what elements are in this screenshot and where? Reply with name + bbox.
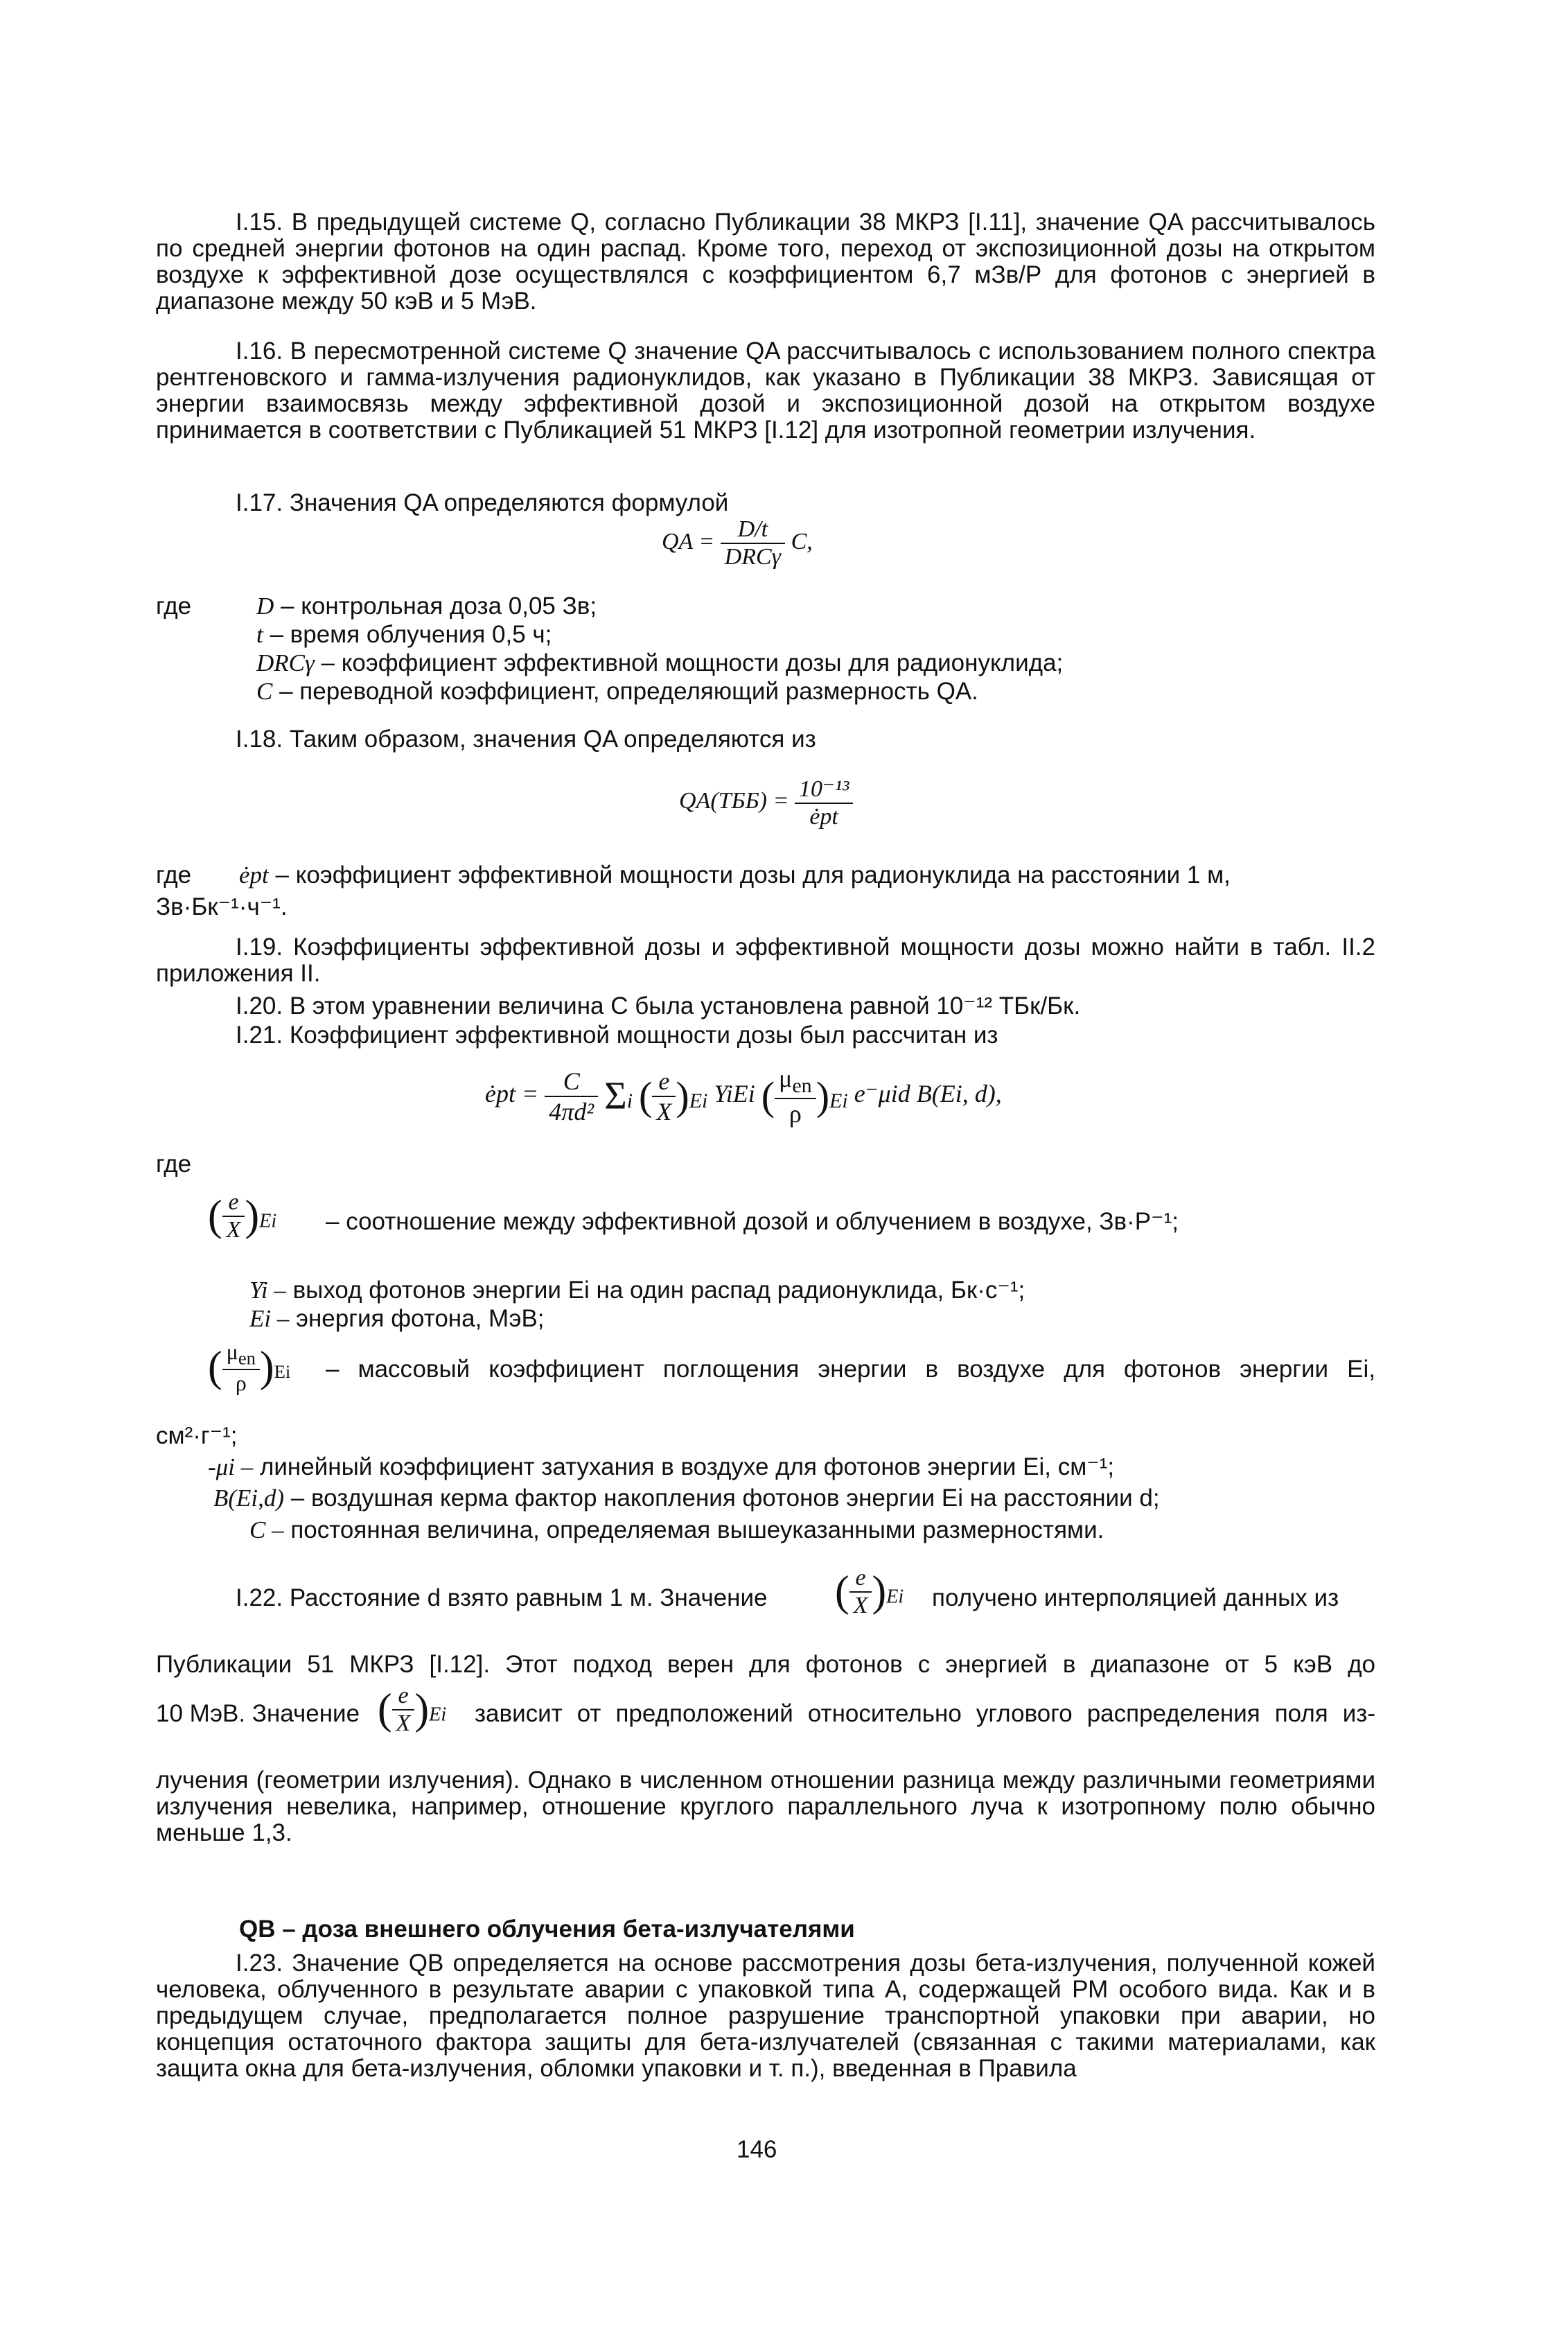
definition-symbol: Ei – bbox=[249, 1305, 290, 1332]
definition-text: энергия фотона, МэВ; bbox=[296, 1305, 545, 1332]
definition-item bbox=[213, 1485, 1160, 1512]
paragraph-I22-line: Публикации 51 МКРЗ [I.12]. Этот подход верен для фотонов с энергией в диапазоне от 5 кэВ до bbox=[156, 1651, 1375, 1678]
formula-fraction bbox=[545, 1067, 598, 1126]
definition-text: – контрольная доза 0,05 Зв; bbox=[281, 593, 597, 620]
paragraph-I18: I.18. Таким образом, значения QA определяются из bbox=[236, 726, 816, 753]
formula-ept: ėpt = $\frac{C}{\text{4πd²}}$ $\Sigma_i$ ( $\frac{e}{X}$ )$_{Ei}$ YiEi ( $\frac{\mu_{en}}{\rho}$ )$_{Ei}$ e⁻μid B(Ei, d), bbox=[485, 1065, 1002, 1128]
mu-over-rho: $\frac{\mu_{en}}{\rho}$ bbox=[775, 1064, 816, 1128]
definition-text: – воздушная керма фактор накопления фотонов энергии Ei на расстоянии d; bbox=[290, 1485, 1160, 1512]
definition-symbol: C – bbox=[249, 1516, 284, 1543]
definition-item bbox=[249, 1517, 1104, 1543]
section-heading: QB – доза внешнего облучения бета-излучателями bbox=[239, 1916, 855, 1943]
paragraph-I17: I.17. Значения QA определяются формулой bbox=[236, 489, 729, 516]
definition-text: – соотношение между эффективной дозой и облучением в воздухе, Зв·Р⁻¹; bbox=[326, 1208, 1179, 1235]
paren-open: ( bbox=[761, 1074, 775, 1119]
definition-item bbox=[256, 622, 552, 648]
definition-symbol: ėpt bbox=[239, 861, 269, 888]
formula-fraction bbox=[795, 775, 853, 830]
paren-close: ) bbox=[816, 1074, 830, 1119]
definition-item bbox=[239, 862, 1375, 888]
formula-lhs: ėpt = bbox=[485, 1079, 539, 1108]
formula-tail: e⁻μid B(Ei, d), bbox=[854, 1079, 1002, 1108]
formula-fraction bbox=[721, 516, 785, 570]
fraction-denominator: DRCγ bbox=[724, 544, 782, 570]
fraction-numerator: D/t bbox=[721, 516, 785, 544]
definition-item bbox=[256, 593, 597, 620]
formula-QA bbox=[662, 516, 813, 570]
definition-symbol: C bbox=[256, 678, 273, 705]
formula-tail: C, bbox=[791, 528, 813, 554]
page-number: 146 bbox=[737, 2136, 777, 2163]
paragraph-I19: I.19. Коэффициенты эффективной дозы и эффективной мощности дозы можно найти в табл. II.2 приложения II. bbox=[156, 934, 1375, 987]
paragraph-I21: I.21. Коэффициент эффективной мощности дозы был рассчитан из bbox=[236, 1022, 998, 1049]
symbol-e-over-X: ( $\frac{e}{X}$ )$_{Ei}$ bbox=[835, 1565, 904, 1618]
definition-text: – коэффициент эффективной мощности дозы для радионуклида; bbox=[321, 649, 1064, 676]
paragraph-I22-line: зависит от предположений относительно углового распределения поля из- bbox=[475, 1700, 1375, 1727]
symbol-e-over-X: ( $\frac{e}{X}$ )$_{Ei}$ bbox=[378, 1683, 447, 1736]
where-label: где bbox=[156, 593, 192, 620]
fraction-numerator: 10⁻¹³ bbox=[795, 775, 853, 804]
paren-close: ) bbox=[676, 1074, 689, 1119]
definition-item bbox=[256, 679, 978, 705]
fraction-denominator: 4πd² bbox=[549, 1097, 594, 1126]
paragraph-I15: I.15. В предыдущей системе Q, согласно Публикации 38 МКРЗ [I.11], значение QA рассчитывалось по средней энергии фотонов на один распад. Кроме того, переход от экспозиционной дозы на открытом воздухе к эффективной дозе осуществлялся с коэффициентом 6,7 мЗв/Р для фотонов с энергией в диапазоне между 50 кэВ и 5 МэВ. bbox=[156, 209, 1375, 315]
definition-symbol: -μi – bbox=[208, 1453, 254, 1480]
definition-symbol: t bbox=[256, 621, 263, 648]
paragraph-I22-cont: получено интерполяцией данных из bbox=[932, 1584, 1339, 1611]
paragraph-I22-line: 10 МэВ. Значение bbox=[156, 1700, 360, 1727]
where-label: где bbox=[156, 1150, 192, 1178]
definition-item bbox=[249, 1277, 1025, 1304]
sum-symbol: Σ bbox=[604, 1074, 627, 1118]
definition-text: – массовый коэффициент поглощения энергии в воздухе для фотонов энергии Ei, bbox=[326, 1356, 1375, 1383]
symbol-e-over-X: ( $\frac{e}{X}$ )$_{Ei}$ bbox=[208, 1189, 277, 1243]
formula-lhs: QA(ТББ) = bbox=[679, 787, 789, 814]
paragraph-I16: I.16. В пересмотренной системе Q значение QA рассчитывалось с использованием полного спектра рентгеновского и гамма-излучения радионуклидов, как указано в Публикации 38 МКРЗ. Зависящая от энергии взаимосвязь между эффективной дозой и экспозиционной дозой на открытом воздухе принимается в соответствии с Публикацией 51 МКРЗ [I.12] для изотропной геометрии излучения. bbox=[156, 338, 1375, 444]
definition-text: выход фотонов энергии Ei на один распад радионуклида, Бк·с⁻¹; bbox=[292, 1277, 1025, 1304]
formula-QA-TBB bbox=[679, 775, 853, 830]
paragraph-I22-end: лучения (геометрии излучения). Однако в численном отношении разница между различными геометриями излучения невелика, например, отношение круглого параллельного луча к изотропному полю обычно меньше 1,3. bbox=[156, 1767, 1375, 1846]
formula-lhs: QA = bbox=[662, 528, 715, 554]
paren-open: ( bbox=[639, 1074, 653, 1119]
symbol-mu-over-rho: ( $\frac{\mu_{en}}{\rho}$ )$_{Ei}$ bbox=[208, 1339, 291, 1396]
paragraph-I22-start: I.22. Расстояние d взято равным 1 м. Значение bbox=[236, 1584, 768, 1611]
paragraph-I23: I.23. Значение QB определяется на основе рассмотрения дозы бета-излучения, полученной кожей человека, облученного в результате аварии с упаковкой типа А, содержащей РМ особого вида. Как и в предыдущем случае, предполагается полное разрушение транспортной упаковки при аварии, но концепция остаточного фактора защиты для бета-излучателей (связанная с такими материалами, как защита окна для бета-излучения, обломки упаковки и т. п.), введенная в Правила bbox=[156, 1950, 1375, 2082]
definition-symbol: DRCγ bbox=[256, 649, 315, 676]
definition-item bbox=[208, 1454, 1114, 1480]
definition-item bbox=[249, 1306, 545, 1332]
formula-mid: YiEi bbox=[714, 1079, 755, 1108]
where-label: где bbox=[156, 861, 192, 888]
definition-symbol: B(Ei,d) bbox=[213, 1485, 285, 1512]
definition-symbol: D bbox=[256, 593, 274, 620]
sum-index: i bbox=[626, 1089, 633, 1113]
e-over-X: $\frac{e}{X}$ bbox=[652, 1067, 676, 1126]
definition-text: линейный коэффициент затухания в воздухе для фотонов энергии Ei, см⁻¹; bbox=[259, 1453, 1115, 1480]
definition-item bbox=[256, 650, 1063, 676]
fraction-denominator: ėpt bbox=[809, 804, 838, 830]
definition-continuation: см²·г⁻¹; bbox=[156, 1422, 238, 1449]
definition-text: – переводной коэффициент, определяющий размерность QA. bbox=[279, 678, 978, 705]
definition-text: – время облучения 0,5 ч; bbox=[270, 621, 552, 648]
definition-text: – коэффициент эффективной мощности дозы для радионуклида на расстоянии 1 м, bbox=[275, 861, 1231, 888]
definition-text: постоянная величина, определяемая вышеуказанными размерностями. bbox=[290, 1516, 1104, 1543]
fraction-numerator: C bbox=[545, 1067, 598, 1097]
paragraph-I20: I.20. В этом уравнении величина C была установлена равной 10⁻¹² ТБк/Бк. bbox=[236, 992, 1081, 1019]
definition-continuation: Зв·Бк⁻¹·ч⁻¹. bbox=[156, 893, 288, 920]
definition-symbol: Yi – bbox=[249, 1277, 286, 1304]
